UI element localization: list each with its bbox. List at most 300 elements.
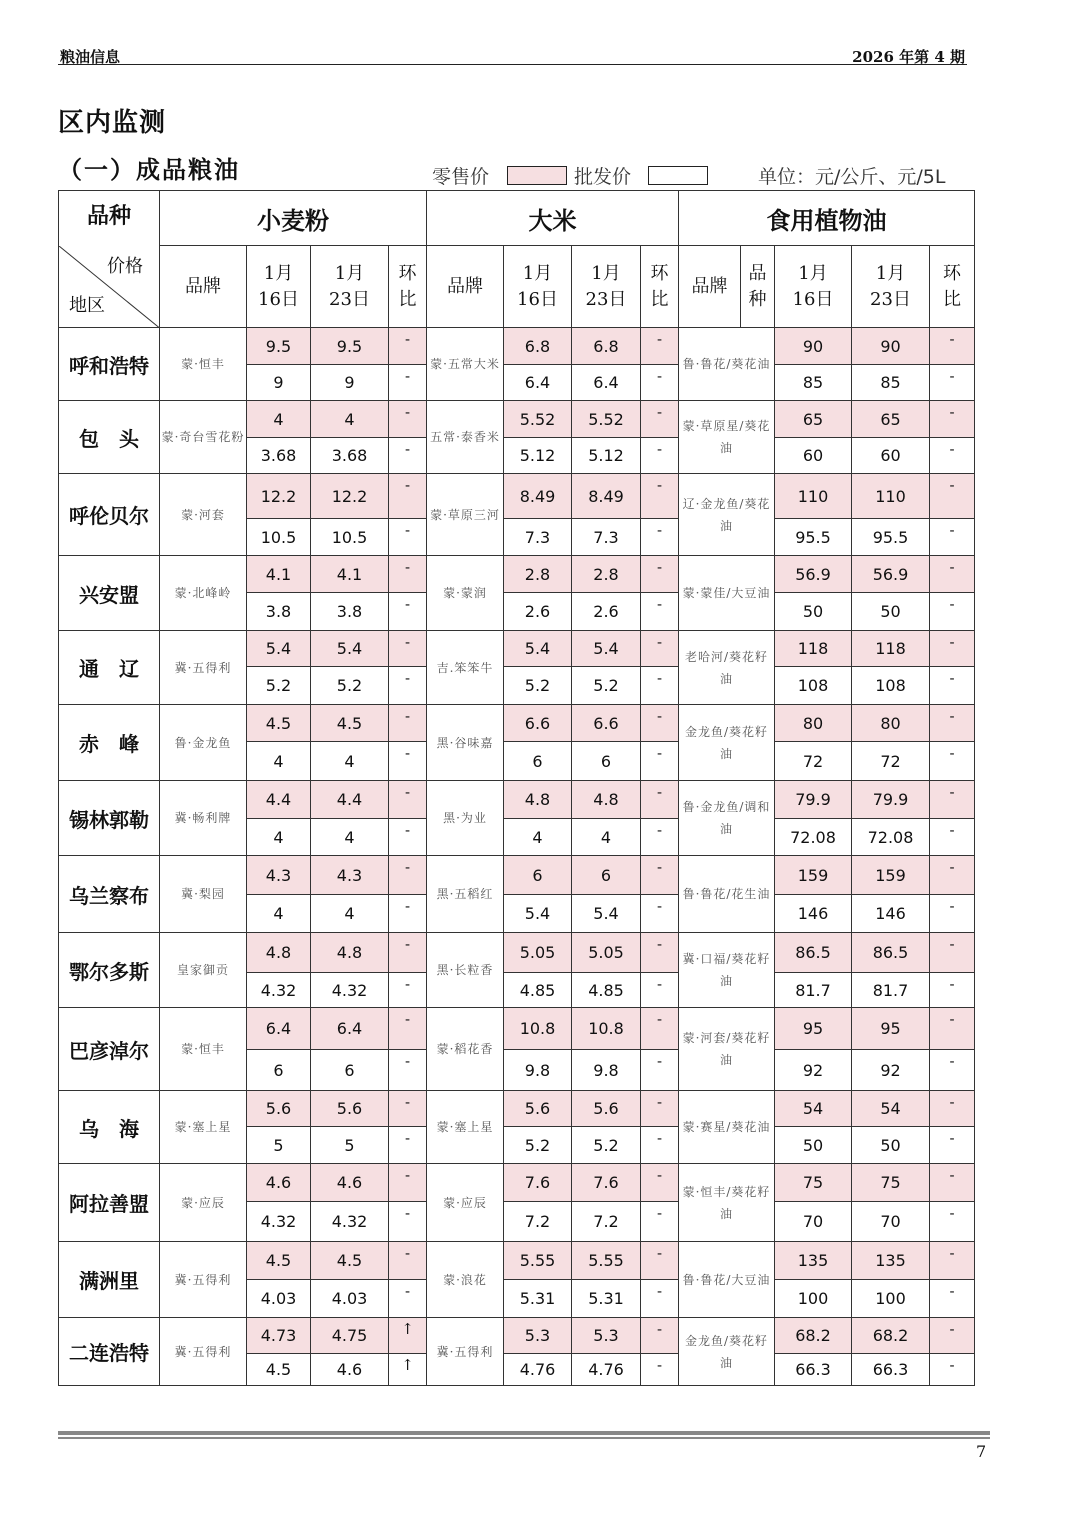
oil-wholesale-jan23: 108 bbox=[852, 667, 930, 705]
rice-wholesale-jan23: 6 bbox=[572, 742, 641, 781]
flour-brand: 冀·五得利 bbox=[160, 631, 247, 705]
rice-brand: 蒙·应辰 bbox=[427, 1164, 504, 1242]
rice-wholesale-jan16: 5.31 bbox=[504, 1280, 572, 1318]
rice-retail-jan16: 7.6 bbox=[504, 1164, 572, 1202]
oil-wholesale-change: - bbox=[930, 973, 975, 1008]
corner-region-label: 地区 bbox=[69, 295, 105, 316]
header-issue: 2026 年第 4 期 bbox=[852, 48, 965, 66]
oil-retail-jan16: 95 bbox=[775, 1008, 852, 1050]
oil-retail-jan23: 110 bbox=[852, 474, 930, 519]
oil-retail-jan16: 90 bbox=[775, 328, 852, 365]
rice-retail-jan16: 5.4 bbox=[504, 631, 572, 667]
rice-wholesale-change: - bbox=[641, 1127, 679, 1164]
oil-brand: 蒙·蒙佳/大豆油 bbox=[679, 556, 775, 631]
oil-variety-header: 品 种 bbox=[741, 246, 775, 328]
rice-retail-jan23: 5.4 bbox=[572, 631, 641, 667]
flour-retail-change: - bbox=[389, 328, 427, 365]
legend-retail-label: 零售价 bbox=[432, 166, 490, 188]
section-title: 区内监测 bbox=[58, 108, 167, 138]
rice-wholesale-change: - bbox=[641, 973, 679, 1008]
rice-brand: 吉.笨笨牛 bbox=[427, 631, 504, 705]
oil-retail-jan23: 118 bbox=[852, 631, 930, 667]
oil-wholesale-change: - bbox=[930, 1280, 975, 1318]
rice-retail-jan16: 5.52 bbox=[504, 401, 572, 438]
rice-retail-jan23: 7.6 bbox=[572, 1164, 641, 1202]
flour-wholesale-jan16: 3.8 bbox=[247, 593, 311, 631]
oil-wholesale-jan16: 95.5 bbox=[775, 519, 852, 556]
oil-wholesale-change: - bbox=[930, 1202, 975, 1242]
rice-wholesale-jan16: 5.12 bbox=[504, 438, 572, 474]
flour-wholesale-change: - bbox=[389, 365, 427, 401]
rice-retail-jan16: 6 bbox=[504, 856, 572, 895]
flour-wholesale-jan23: 4.32 bbox=[311, 973, 389, 1008]
oil-retail-jan23: 56.9 bbox=[852, 556, 930, 593]
oil-wholesale-jan16: 85 bbox=[775, 365, 852, 401]
rice-retail-jan16: 4.8 bbox=[504, 781, 572, 819]
flour-brand: 蒙·应辰 bbox=[160, 1164, 247, 1242]
oil-wholesale-change: - bbox=[930, 667, 975, 705]
flour-retail-jan23: 4.75 bbox=[311, 1318, 389, 1354]
rice-retail-jan23: 5.6 bbox=[572, 1091, 641, 1127]
flour-retail-change: - bbox=[389, 705, 427, 742]
flour-wholesale-jan23: 6 bbox=[311, 1050, 389, 1091]
rice-wholesale-change: - bbox=[641, 438, 679, 474]
flour-wholesale-jan16: 4.32 bbox=[247, 1202, 311, 1242]
flour-retail-change: - bbox=[389, 1008, 427, 1050]
oil-wholesale-jan23: 50 bbox=[852, 1127, 930, 1164]
rice-brand: 黑·长粒香 bbox=[427, 933, 504, 1008]
flour-wholesale-jan23: 10.5 bbox=[311, 519, 389, 556]
oil-wholesale-jan16: 72.08 bbox=[775, 819, 852, 856]
flour-brand: 蒙·北峰岭 bbox=[160, 556, 247, 631]
rice-retail-jan16: 8.49 bbox=[504, 474, 572, 519]
retail-row bbox=[59, 1008, 975, 1050]
region-name: 乌兰察布 bbox=[59, 856, 160, 933]
corner-diagonal-cell bbox=[59, 246, 160, 328]
flour-wholesale-jan16: 9 bbox=[247, 365, 311, 401]
legend-wholesale-swatch bbox=[648, 166, 708, 185]
flour-retail-jan16: 4.1 bbox=[247, 556, 311, 593]
oil-retail-jan16: 135 bbox=[775, 1242, 852, 1280]
region-name: 呼和浩特 bbox=[59, 328, 160, 401]
legend-retail-swatch bbox=[507, 166, 567, 185]
rice-brand: 黑·为业 bbox=[427, 781, 504, 856]
oil-retail-jan16: 110 bbox=[775, 474, 852, 519]
rice-retail-jan23: 10.8 bbox=[572, 1008, 641, 1050]
flour-retail-jan16: 4.8 bbox=[247, 933, 311, 973]
flour-retail-jan16: 4.3 bbox=[247, 856, 311, 895]
oil-wholesale-jan16: 81.7 bbox=[775, 973, 852, 1008]
flour-wholesale-jan23: 4 bbox=[311, 895, 389, 933]
oil-retail-change: - bbox=[930, 933, 975, 973]
oil-brand: 蒙·河套/葵花籽油 bbox=[679, 1008, 775, 1091]
rice-retail-jan23: 6 bbox=[572, 856, 641, 895]
group-rice: 大米 bbox=[427, 191, 679, 246]
oil-brand: 蒙·恒丰/葵花籽油 bbox=[679, 1164, 775, 1242]
flour-wholesale-jan16: 4 bbox=[247, 819, 311, 856]
rice-wholesale-jan23: 2.6 bbox=[572, 593, 641, 631]
oil-wholesale-jan16: 70 bbox=[775, 1202, 852, 1242]
oil-wholesale-jan23: 50 bbox=[852, 593, 930, 631]
rice-retail-jan23: 5.3 bbox=[572, 1318, 641, 1354]
group-flour: 小麦粉 bbox=[160, 191, 427, 246]
flour-retail-jan23: 4.1 bbox=[311, 556, 389, 593]
oil-brand: 冀·口福/葵花籽油 bbox=[679, 933, 775, 1008]
flour-retail-jan16: 9.5 bbox=[247, 328, 311, 365]
rice-retail-jan16: 6.8 bbox=[504, 328, 572, 365]
oil-brand: 辽·金龙鱼/葵花油 bbox=[679, 474, 775, 556]
rice-retail-jan23: 8.49 bbox=[572, 474, 641, 519]
rice-retail-jan16: 5.3 bbox=[504, 1318, 572, 1354]
rice-brand: 蒙·五常大米 bbox=[427, 328, 504, 401]
flour-brand: 蒙·奇台雪花粉 bbox=[160, 401, 247, 474]
flour-brand-header: 品牌 bbox=[160, 246, 247, 328]
retail-row bbox=[59, 1164, 975, 1202]
flour-wholesale-change: - bbox=[389, 742, 427, 781]
oil-retail-jan23: 75 bbox=[852, 1164, 930, 1202]
rice-wholesale-jan16: 4 bbox=[504, 819, 572, 856]
oil-retail-change: - bbox=[930, 705, 975, 742]
oil-retail-jan23: 95 bbox=[852, 1008, 930, 1050]
flour-retail-change: - bbox=[389, 401, 427, 438]
rice-wholesale-change: - bbox=[641, 1050, 679, 1091]
oil-retail-jan16: 79.9 bbox=[775, 781, 852, 819]
flour-wholesale-change: - bbox=[389, 895, 427, 933]
oil-retail-jan23: 86.5 bbox=[852, 933, 930, 973]
flour-retail-jan16: 4.73 bbox=[247, 1318, 311, 1354]
oil-retail-jan23: 159 bbox=[852, 856, 930, 895]
flour-retail-jan16: 4.5 bbox=[247, 705, 311, 742]
flour-wholesale-jan16: 5.2 bbox=[247, 667, 311, 705]
region-name: 呼伦贝尔 bbox=[59, 474, 160, 556]
header-row-groups bbox=[59, 191, 975, 246]
oil-wholesale-jan16: 146 bbox=[775, 895, 852, 933]
flour-retail-jan16: 5.4 bbox=[247, 631, 311, 667]
oil-brand: 金龙鱼/葵花籽油 bbox=[679, 705, 775, 781]
rice-wholesale-change: - bbox=[641, 667, 679, 705]
flour-retail-jan16: 5.6 bbox=[247, 1091, 311, 1127]
oil-retail-jan23: 65 bbox=[852, 401, 930, 438]
region-name: 满洲里 bbox=[59, 1242, 160, 1318]
rice-wholesale-jan16: 4.85 bbox=[504, 973, 572, 1008]
rice-wholesale-jan23: 5.2 bbox=[572, 1127, 641, 1164]
oil-retail-change: - bbox=[930, 1164, 975, 1202]
flour-brand: 冀·五得利 bbox=[160, 1318, 247, 1386]
oil-retail-change: - bbox=[930, 1242, 975, 1280]
rice-wholesale-change: - bbox=[641, 895, 679, 933]
flour-wholesale-jan23: 5.2 bbox=[311, 667, 389, 705]
rice-wholesale-jan16: 9.8 bbox=[504, 1050, 572, 1091]
rice-wholesale-jan23: 7.2 bbox=[572, 1202, 641, 1242]
oil-retail-jan16: 86.5 bbox=[775, 933, 852, 973]
rice-retail-change: - bbox=[641, 856, 679, 895]
rice-retail-jan16: 10.8 bbox=[504, 1008, 572, 1050]
rice-wholesale-jan23: 5.2 bbox=[572, 667, 641, 705]
oil-wholesale-jan16: 92 bbox=[775, 1050, 852, 1091]
oil-wholesale-jan23: 70 bbox=[852, 1202, 930, 1242]
grain-oil-price-table bbox=[58, 190, 975, 1386]
flour-retail-change: - bbox=[389, 1091, 427, 1127]
flour-wholesale-change: - bbox=[389, 438, 427, 474]
flour-retail-jan16: 12.2 bbox=[247, 474, 311, 519]
legend-wholesale-label: 批发价 bbox=[574, 166, 632, 188]
flour-wholesale-jan16: 6 bbox=[247, 1050, 311, 1091]
rice-date1-header: 1月 16日 bbox=[504, 246, 572, 328]
flour-date2-header: 1月 23日 bbox=[311, 246, 389, 328]
flour-brand: 蒙·塞上星 bbox=[160, 1091, 247, 1164]
rice-date2-header: 1月 23日 bbox=[572, 246, 641, 328]
flour-retail-change: - bbox=[389, 556, 427, 593]
flour-wholesale-jan16: 3.68 bbox=[247, 438, 311, 474]
rice-wholesale-change: - bbox=[641, 742, 679, 781]
retail-row bbox=[59, 556, 975, 593]
rice-retail-change: - bbox=[641, 1318, 679, 1354]
oil-wholesale-jan23: 72 bbox=[852, 742, 930, 781]
oil-wholesale-jan16: 72 bbox=[775, 742, 852, 781]
rice-wholesale-change: - bbox=[641, 519, 679, 556]
header-journal-name: 粮油信息 bbox=[60, 48, 121, 66]
rice-retail-change: - bbox=[641, 1091, 679, 1127]
flour-retail-jan23: 6.4 bbox=[311, 1008, 389, 1050]
flour-wholesale-change: - bbox=[389, 1202, 427, 1242]
flour-brand: 冀·五得利 bbox=[160, 1242, 247, 1318]
flour-retail-jan23: 5.4 bbox=[311, 631, 389, 667]
oil-retail-jan16: 159 bbox=[775, 856, 852, 895]
retail-row bbox=[59, 856, 975, 895]
oil-retail-change: - bbox=[930, 401, 975, 438]
flour-retail-change: - bbox=[389, 856, 427, 895]
rice-wholesale-change: - bbox=[641, 365, 679, 401]
rice-brand: 蒙·浪花 bbox=[427, 1242, 504, 1318]
oil-brand: 老哈河/葵花籽油 bbox=[679, 631, 775, 705]
oil-wholesale-change: - bbox=[930, 742, 975, 781]
region-name: 赤 峰 bbox=[59, 705, 160, 781]
flour-wholesale-change: - bbox=[389, 973, 427, 1008]
flour-wholesale-jan23: 4.32 bbox=[311, 1202, 389, 1242]
retail-row bbox=[59, 474, 975, 519]
rice-wholesale-change: - bbox=[641, 1354, 679, 1386]
oil-wholesale-jan23: 100 bbox=[852, 1280, 930, 1318]
flour-retail-jan23: 4.3 bbox=[311, 856, 389, 895]
oil-wholesale-change: - bbox=[930, 519, 975, 556]
oil-retail-change: - bbox=[930, 1318, 975, 1354]
rice-retail-change: - bbox=[641, 705, 679, 742]
flour-wholesale-change: - bbox=[389, 819, 427, 856]
flour-retail-jan23: 4.4 bbox=[311, 781, 389, 819]
flour-wholesale-change: - bbox=[389, 1127, 427, 1164]
flour-wholesale-change: - bbox=[389, 667, 427, 705]
rice-wholesale-change: - bbox=[641, 1202, 679, 1242]
rice-retail-jan16: 2.8 bbox=[504, 556, 572, 593]
oil-brand: 鲁·鲁花/大豆油 bbox=[679, 1242, 775, 1318]
oil-wholesale-jan16: 66.3 bbox=[775, 1354, 852, 1386]
oil-retail-jan16: 80 bbox=[775, 705, 852, 742]
oil-retail-jan23: 79.9 bbox=[852, 781, 930, 819]
flour-wholesale-change: - bbox=[389, 1050, 427, 1091]
oil-retail-jan23: 135 bbox=[852, 1242, 930, 1280]
oil-wholesale-jan23: 72.08 bbox=[852, 819, 930, 856]
flour-wholesale-jan23: 5 bbox=[311, 1127, 389, 1164]
subsection-title: （一）成品粮油 bbox=[58, 156, 240, 184]
flour-retail-change: - bbox=[389, 781, 427, 819]
rice-brand: 蒙·草原三河 bbox=[427, 474, 504, 556]
oil-retail-change: - bbox=[930, 328, 975, 365]
retail-row bbox=[59, 781, 975, 819]
rice-retail-jan23: 5.52 bbox=[572, 401, 641, 438]
flour-wholesale-jan23: 4.6 bbox=[311, 1354, 389, 1386]
oil-brand: 金龙鱼/葵花籽油 bbox=[679, 1318, 775, 1386]
rice-brand: 黑·五稻红 bbox=[427, 856, 504, 933]
oil-brand-header: 品牌 bbox=[679, 246, 741, 328]
rice-retail-change: - bbox=[641, 328, 679, 365]
oil-wholesale-change: - bbox=[930, 1050, 975, 1091]
oil-wholesale-jan16: 108 bbox=[775, 667, 852, 705]
oil-brand: 鲁·鲁花/花生油 bbox=[679, 856, 775, 933]
group-oil: 食用植物油 bbox=[679, 191, 975, 246]
oil-wholesale-jan16: 60 bbox=[775, 438, 852, 474]
flour-retail-jan16: 4.6 bbox=[247, 1164, 311, 1202]
flour-retail-jan23: 4.5 bbox=[311, 1242, 389, 1280]
flour-wholesale-jan16: 4 bbox=[247, 742, 311, 781]
flour-retail-jan16: 4.4 bbox=[247, 781, 311, 819]
flour-brand: 鲁·金龙鱼 bbox=[160, 705, 247, 781]
rice-wholesale-jan23: 4.76 bbox=[572, 1354, 641, 1386]
retail-row bbox=[59, 933, 975, 973]
flour-brand: 蒙·恒丰 bbox=[160, 328, 247, 401]
flour-retail-change: ↑ bbox=[389, 1318, 427, 1354]
retail-row bbox=[59, 705, 975, 742]
flour-wholesale-jan23: 4.03 bbox=[311, 1280, 389, 1318]
rice-wholesale-jan16: 2.6 bbox=[504, 593, 572, 631]
oil-change-header: 环 比 bbox=[930, 246, 975, 328]
rice-brand: 蒙·稻花香 bbox=[427, 1008, 504, 1091]
rice-wholesale-change: - bbox=[641, 819, 679, 856]
flour-wholesale-jan23: 9 bbox=[311, 365, 389, 401]
retail-row bbox=[59, 1318, 975, 1354]
flour-wholesale-jan23: 4 bbox=[311, 819, 389, 856]
rice-wholesale-jan23: 7.3 bbox=[572, 519, 641, 556]
retail-row bbox=[59, 401, 975, 438]
oil-wholesale-change: - bbox=[930, 1354, 975, 1386]
oil-retail-change: - bbox=[930, 1008, 975, 1050]
rice-wholesale-jan16: 7.2 bbox=[504, 1202, 572, 1242]
oil-retail-jan16: 118 bbox=[775, 631, 852, 667]
rice-retail-change: - bbox=[641, 401, 679, 438]
flour-retail-jan23: 4.5 bbox=[311, 705, 389, 742]
oil-wholesale-change: - bbox=[930, 593, 975, 631]
flour-retail-jan23: 5.6 bbox=[311, 1091, 389, 1127]
flour-retail-jan23: 4.8 bbox=[311, 933, 389, 973]
flour-retail-jan23: 4.6 bbox=[311, 1164, 389, 1202]
retail-row bbox=[59, 631, 975, 667]
rice-retail-jan23: 5.55 bbox=[572, 1242, 641, 1280]
oil-retail-jan23: 90 bbox=[852, 328, 930, 365]
oil-retail-jan23: 54 bbox=[852, 1091, 930, 1127]
rice-brand: 黑·谷味嘉 bbox=[427, 705, 504, 781]
header-row-columns bbox=[59, 246, 975, 328]
oil-date1-header: 1月 16日 bbox=[775, 246, 852, 328]
region-name: 鄂尔多斯 bbox=[59, 933, 160, 1008]
rice-retail-jan16: 5.05 bbox=[504, 933, 572, 973]
legend-unit: 单位：元/公斤、元/5L bbox=[758, 166, 946, 188]
flour-brand: 冀·畅利牌 bbox=[160, 781, 247, 856]
rice-retail-change: - bbox=[641, 933, 679, 973]
footer-rule-thick bbox=[58, 1431, 990, 1435]
oil-retail-jan16: 56.9 bbox=[775, 556, 852, 593]
flour-retail-jan23: 4 bbox=[311, 401, 389, 438]
flour-wholesale-change: - bbox=[389, 519, 427, 556]
oil-retail-jan23: 80 bbox=[852, 705, 930, 742]
flour-wholesale-change: - bbox=[389, 593, 427, 631]
rice-wholesale-jan16: 6 bbox=[504, 742, 572, 781]
flour-retail-jan16: 4.5 bbox=[247, 1242, 311, 1280]
flour-wholesale-change: - bbox=[389, 1280, 427, 1318]
oil-wholesale-change: - bbox=[930, 895, 975, 933]
region-name: 通 辽 bbox=[59, 631, 160, 705]
rice-retail-change: - bbox=[641, 474, 679, 519]
retail-row bbox=[59, 1091, 975, 1127]
rice-retail-change: - bbox=[641, 631, 679, 667]
rice-wholesale-jan23: 9.8 bbox=[572, 1050, 641, 1091]
oil-wholesale-jan16: 50 bbox=[775, 1127, 852, 1164]
flour-wholesale-jan16: 4.5 bbox=[247, 1354, 311, 1386]
flour-retail-jan16: 4 bbox=[247, 401, 311, 438]
oil-wholesale-jan23: 60 bbox=[852, 438, 930, 474]
oil-retail-change: - bbox=[930, 1091, 975, 1127]
flour-retail-change: - bbox=[389, 631, 427, 667]
corner-price-label: 价格 bbox=[107, 255, 143, 277]
flour-wholesale-jan16: 10.5 bbox=[247, 519, 311, 556]
oil-retail-jan16: 68.2 bbox=[775, 1318, 852, 1354]
flour-brand: 冀·梨园 bbox=[160, 856, 247, 933]
oil-wholesale-change: - bbox=[930, 438, 975, 474]
rice-wholesale-jan16: 4.76 bbox=[504, 1354, 572, 1386]
rice-retail-jan23: 2.8 bbox=[572, 556, 641, 593]
region-name: 巴彦淖尔 bbox=[59, 1008, 160, 1091]
flour-wholesale-change: ↑ bbox=[389, 1354, 427, 1386]
rice-retail-change: - bbox=[641, 556, 679, 593]
flour-retail-change: - bbox=[389, 1242, 427, 1280]
rice-brand: 冀·五得利 bbox=[427, 1318, 504, 1386]
flour-wholesale-jan16: 4 bbox=[247, 895, 311, 933]
oil-retail-change: - bbox=[930, 856, 975, 895]
oil-wholesale-change: - bbox=[930, 365, 975, 401]
oil-wholesale-jan23: 66.3 bbox=[852, 1354, 930, 1386]
flour-wholesale-jan16: 4.32 bbox=[247, 973, 311, 1008]
rice-wholesale-jan23: 5.12 bbox=[572, 438, 641, 474]
oil-retail-change: - bbox=[930, 474, 975, 519]
rice-brand-header: 品牌 bbox=[427, 246, 504, 328]
rice-retail-jan23: 4.8 bbox=[572, 781, 641, 819]
flour-wholesale-jan23: 4 bbox=[311, 742, 389, 781]
page-header bbox=[58, 44, 967, 65]
rice-retail-jan16: 5.55 bbox=[504, 1242, 572, 1280]
rice-wholesale-jan16: 5.2 bbox=[504, 667, 572, 705]
rice-retail-change: - bbox=[641, 1008, 679, 1050]
oil-retail-change: - bbox=[930, 631, 975, 667]
oil-retail-jan16: 75 bbox=[775, 1164, 852, 1202]
rice-wholesale-jan23: 5.4 bbox=[572, 895, 641, 933]
rice-brand: 五常·泰香米 bbox=[427, 401, 504, 474]
rice-wholesale-jan23: 4.85 bbox=[572, 973, 641, 1008]
rice-wholesale-jan16: 5.2 bbox=[504, 1127, 572, 1164]
region-name: 乌 海 bbox=[59, 1091, 160, 1164]
retail-row bbox=[59, 1242, 975, 1280]
oil-wholesale-jan23: 85 bbox=[852, 365, 930, 401]
price-legend bbox=[432, 160, 972, 188]
rice-wholesale-jan16: 7.3 bbox=[504, 519, 572, 556]
oil-wholesale-jan23: 146 bbox=[852, 895, 930, 933]
